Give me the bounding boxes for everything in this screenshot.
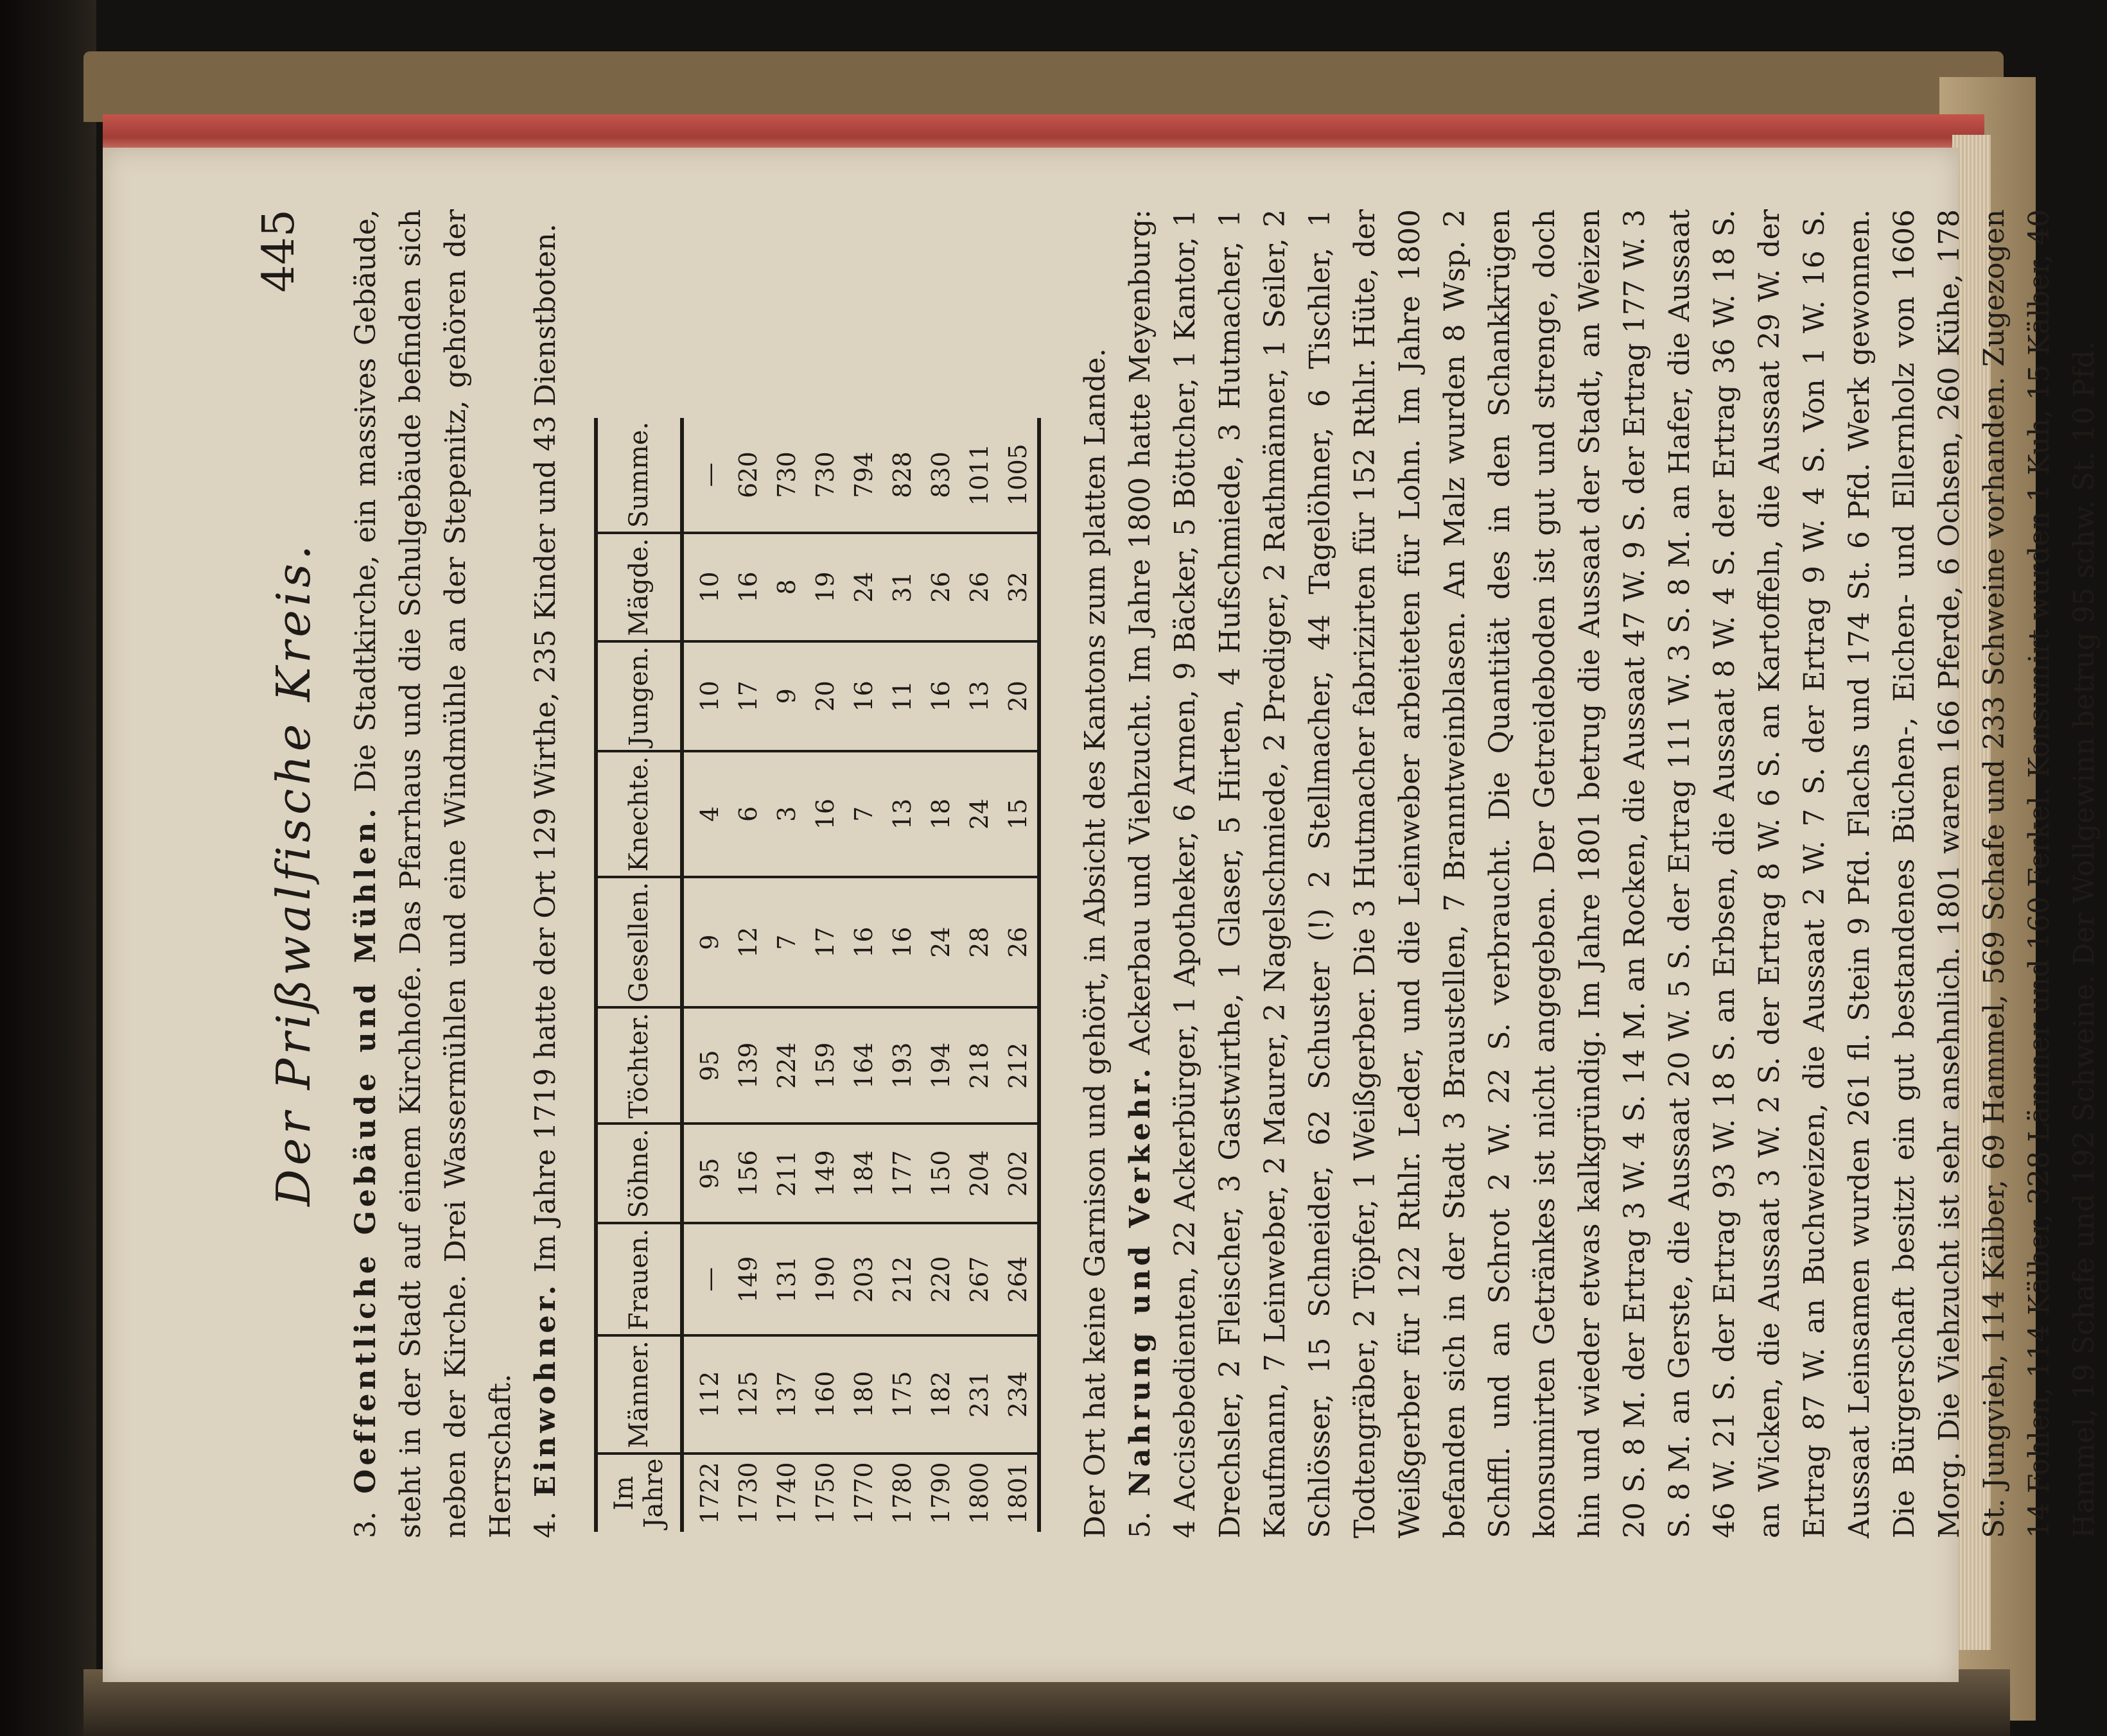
paragraph-3-lead: Oeffentliche Gebäude und Mühlen. bbox=[349, 804, 382, 1494]
table-cell: 13 bbox=[883, 751, 922, 877]
table-cell: 150 bbox=[922, 1124, 960, 1223]
table-cell: 24 bbox=[922, 877, 960, 1008]
table-cell: — bbox=[682, 1223, 729, 1335]
table-cell: 194 bbox=[922, 1007, 960, 1124]
paragraph-3 bbox=[344, 209, 523, 1538]
table-cell: 9 bbox=[767, 641, 806, 751]
table-cell: 6 bbox=[729, 751, 767, 877]
table-cell: 24 bbox=[844, 533, 883, 641]
table-row bbox=[922, 418, 960, 1532]
population-table bbox=[594, 418, 1041, 1532]
table-cell: 16 bbox=[729, 533, 767, 641]
paragraph-3-number: 3. bbox=[349, 1511, 382, 1538]
table-cell: 16 bbox=[806, 751, 844, 877]
table-cell: 20 bbox=[999, 641, 1039, 751]
paragraph-5-number: 5. bbox=[1124, 1511, 1157, 1538]
paragraph-5-text: Ackerbau und Viehzucht. Im Jahre 1800 hatte Meyenburg: 4 Accisebedienten, 22 Ackerbürger, 1 Apotheker, 6 Armen, 9 Bäcker, 5 Böttcher, 1 Kantor, 1 Drechsler, 2 Fleischer, 3 Gastwirthe, 1 Glaser, 5 Hirten, 4 Hufschmiede, 3 Hutmacher, 1 Kaufmann, 7 Leinweber, 2 Maurer, 2 Nagelschmiede, 2 Prediger, 2 Rathmänner, 1 Seiler, 2 Schlösser, 15 Schneider, 62 Schuster (!) 2 Stellmacher, 44 Tagelöhner, 6 Tischler, 1 Todtengräber, 2 Töpfer, 1 Weißgerber. Die 3 Hutmacher fabrizirten für 152 Rthlr. Hüte, der Weißgerber für 122 Rthlr. Leder, und die Leinweber arbeiteten für Lohn. Im Jahre 1800 befanden sich in der Stadt 3 Braustellen, 7 Branntweinblasen. An Malz wurden 8 Wsp. 2 Schffl. und an Schrot 2 W. 22 S. verbraucht. Die Quantität des in den Schankkrügen konsumirten Getränkes ist nicht angegeben. Der Getreideboden ist gut und strenge, doch hin und wieder etwas kalkgründig. Im Jahre 1801 betrug die Aussaat der Stadt, an Weizen 20 S. 8 M. der Ertrag 3 W. 4 S. 14 M. an Rocken, die Aussaat 47 W. 9 S. der Ertrag 177 W. 3 S. 8 M. an Gerste, die Aussaat 20 W. 5 S. der Ertrag 111 W. 3 S. 8 M. an Hafer, die Aussaat 46 W. 21 S. der Ertrag 93 W. 18 S. an Erbsen, die Aussaat 8 W. 4 S. der Ertrag 36 W. 18 S. an Wicken, die Aussaat 3 W. 2 S. der Ertrag 8 W. 6 S. an Kartoffeln, die Aussaat 29 W. der Ertrag 87 W. an Buchweizen, die Aussaat 2 W. 7 S. der Ertrag 9 W. 4 S. Von 1 W. 16 S. Aussaat Leinsamen wurden 261 fl. Stein 9 Pfd. Flachs und 174 St. 6 Pfd. Werk gewonnen. Die Bürgerschaft besitzt ein gut bestandenes Büchen-, Eichen- und Ellernholz von 1606 Morg. Die Viehzucht ist sehr ansehnlich. 1801 waren 166 Pferde, 6 Ochsen, 260 Kühe, 178 St. Jungvieh, 114 Kälber, 69 Hammel, 569 Schafe und 233 Schweine vorhanden. Zugezogen 14 Fohlen, 114 Kälber, 328 Lämmer und 160 Ferkel. Konsumirt wurden 1 Kuh, 15 Kälber, 40 Hammel, 19 Schafe und 192 Schweine. Der Wollgewinn betrug 95 schw. St. 10 Pfd. bbox=[1124, 209, 2101, 1538]
table-cell: 730 bbox=[806, 418, 844, 533]
table-cell: 15 bbox=[999, 751, 1039, 877]
table-cell: 95 bbox=[682, 1124, 729, 1223]
table-cell: 203 bbox=[844, 1223, 883, 1335]
table-cell: 177 bbox=[883, 1124, 922, 1223]
column-header: Jungen. bbox=[596, 641, 682, 751]
table-cell: 18 bbox=[922, 751, 960, 877]
table-cell: 190 bbox=[806, 1223, 844, 1335]
rotated-text-frame bbox=[247, 184, 2101, 1564]
table-cell: 730 bbox=[767, 418, 806, 533]
paragraph-5 bbox=[1118, 209, 2107, 1538]
table-cell: 112 bbox=[682, 1335, 729, 1453]
table-cell: 7 bbox=[844, 751, 883, 877]
column-header: Töchter. bbox=[596, 1007, 682, 1124]
column-header: Frauen. bbox=[596, 1223, 682, 1335]
table-cell: 31 bbox=[883, 533, 922, 641]
table-cell: 1722 bbox=[695, 1462, 724, 1525]
paragraph-4 bbox=[523, 209, 568, 1538]
table-cell: 220 bbox=[922, 1223, 960, 1335]
table-cell: 19 bbox=[806, 533, 844, 641]
page-number: 445 bbox=[254, 209, 304, 293]
table-cell: 16 bbox=[883, 877, 922, 1008]
table-cell: 16 bbox=[844, 877, 883, 1008]
table-cell: 149 bbox=[729, 1223, 767, 1335]
table-cell: 11 bbox=[883, 641, 922, 751]
table-cell: 16 bbox=[922, 641, 960, 751]
table-cell: 12 bbox=[729, 877, 767, 1008]
table-cell: 1011 bbox=[960, 418, 999, 533]
paragraph-5-lead: Nahrung und Verkehr. bbox=[1124, 1064, 1157, 1497]
table-cell: 10 bbox=[682, 641, 729, 751]
table-cell: 1740 bbox=[773, 1462, 801, 1525]
table-cell: 8 bbox=[767, 533, 806, 641]
table-cell: 10 bbox=[682, 533, 729, 641]
table-cell: 95 bbox=[682, 1007, 729, 1124]
table-cell: 4 bbox=[682, 751, 729, 877]
table-cell: 1730 bbox=[734, 1462, 762, 1525]
table-cell: 17 bbox=[806, 877, 844, 1008]
table-cell: 32 bbox=[999, 533, 1039, 641]
table-cell: 830 bbox=[922, 418, 960, 533]
table-cell: 159 bbox=[806, 1007, 844, 1124]
table-cell: 156 bbox=[729, 1124, 767, 1223]
page-header bbox=[247, 184, 344, 1564]
column-header: Im Jahre bbox=[596, 1454, 682, 1532]
paragraph-4-text: Im Jahre 1719 hatte der Ort 129 Wirthe, 235 Kinder und 43 Dienstboten. bbox=[529, 223, 562, 1273]
table-row bbox=[883, 418, 922, 1532]
book-cover-top bbox=[83, 51, 2004, 122]
table-cell: 212 bbox=[999, 1007, 1039, 1124]
table-cell: 184 bbox=[844, 1124, 883, 1223]
table-row bbox=[999, 418, 1039, 1532]
table-cell: 211 bbox=[767, 1124, 806, 1223]
table-cell: 1800 bbox=[965, 1462, 993, 1525]
table-cell: 3 bbox=[767, 751, 806, 877]
table-cell: 20 bbox=[806, 641, 844, 751]
table-cell: 131 bbox=[767, 1223, 806, 1335]
table-cell: 24 bbox=[960, 751, 999, 877]
table-cell: 13 bbox=[960, 641, 999, 751]
column-header: Summe. bbox=[596, 418, 682, 533]
table-cell: 234 bbox=[999, 1335, 1039, 1453]
garrison-note: Der Ort hat keine Garnison und gehört, in Absicht des Kantons zum platten Lande. bbox=[1079, 348, 1112, 1538]
table-row bbox=[844, 418, 883, 1532]
red-page-edge bbox=[103, 114, 1984, 153]
table-cell: 26 bbox=[960, 533, 999, 641]
table-cell: 794 bbox=[844, 418, 883, 533]
table-cell: — bbox=[682, 418, 729, 533]
table-cell: 28 bbox=[960, 877, 999, 1008]
table-cell: 17 bbox=[729, 641, 767, 751]
paragraph-4-number: 4. bbox=[529, 1511, 562, 1538]
table-cell: 1780 bbox=[888, 1462, 916, 1525]
table-cell: 149 bbox=[806, 1124, 844, 1223]
table-cell: 1770 bbox=[850, 1462, 878, 1525]
page-title: Der Prißwalfische Kreis. bbox=[267, 541, 320, 1206]
column-header: Männer. bbox=[596, 1335, 682, 1453]
table-cell: 218 bbox=[960, 1007, 999, 1124]
table-cell: 137 bbox=[767, 1335, 806, 1453]
table-cell: 16 bbox=[844, 641, 883, 751]
table-cell: 828 bbox=[883, 418, 922, 533]
table-cell: 212 bbox=[883, 1223, 922, 1335]
table-cell: 267 bbox=[960, 1223, 999, 1335]
table-cell: 1005 bbox=[999, 418, 1039, 533]
table-cell: 180 bbox=[844, 1335, 883, 1453]
table-row bbox=[682, 418, 729, 1532]
table-cell: 9 bbox=[682, 877, 729, 1008]
table-cell: 620 bbox=[729, 418, 767, 533]
book-binding bbox=[0, 0, 96, 1736]
table-cell: 182 bbox=[922, 1335, 960, 1453]
table-row bbox=[960, 418, 999, 1532]
table-cell: 224 bbox=[767, 1007, 806, 1124]
table-cell: 193 bbox=[883, 1007, 922, 1124]
paragraph-4-lead: Einwohner. bbox=[529, 1281, 562, 1497]
table-cell: 1801 bbox=[999, 1454, 1039, 1532]
paragraph-3-text: Die Stadtkirche, ein massives Gebäude, steht in der Stadt auf einem Kirchhofe. Das Pfarrhaus und die Schulgebäude befinden sich neben der Kirche. Drei Wassermühlen und eine Windmühle an der Stepenitz, gehören der Herrschaft. bbox=[349, 209, 517, 1538]
column-header: Gesellen. bbox=[596, 877, 682, 1008]
table-cell: 1750 bbox=[811, 1462, 839, 1525]
column-header: Mägde. bbox=[596, 533, 682, 641]
table-row bbox=[767, 418, 806, 1532]
table-cell: 264 bbox=[999, 1223, 1039, 1335]
column-header: Söhne. bbox=[596, 1124, 682, 1223]
table-cell: 139 bbox=[729, 1007, 767, 1124]
table-cell: 7 bbox=[767, 877, 806, 1008]
table-cell: 204 bbox=[960, 1124, 999, 1223]
table-cell: 202 bbox=[999, 1124, 1039, 1223]
table-cell: 26 bbox=[922, 533, 960, 641]
table-cell: 26 bbox=[999, 877, 1039, 1008]
table-cell: 175 bbox=[883, 1335, 922, 1453]
table-cell: 125 bbox=[729, 1335, 767, 1453]
table-row bbox=[729, 418, 767, 1532]
table-row bbox=[806, 418, 844, 1532]
table-cell: 1790 bbox=[927, 1462, 955, 1525]
table-cell: 160 bbox=[806, 1335, 844, 1453]
table-header-row bbox=[596, 418, 682, 1532]
table-cell: 231 bbox=[960, 1335, 999, 1453]
column-header: Knechte. bbox=[596, 751, 682, 877]
table-cell: 164 bbox=[844, 1007, 883, 1124]
